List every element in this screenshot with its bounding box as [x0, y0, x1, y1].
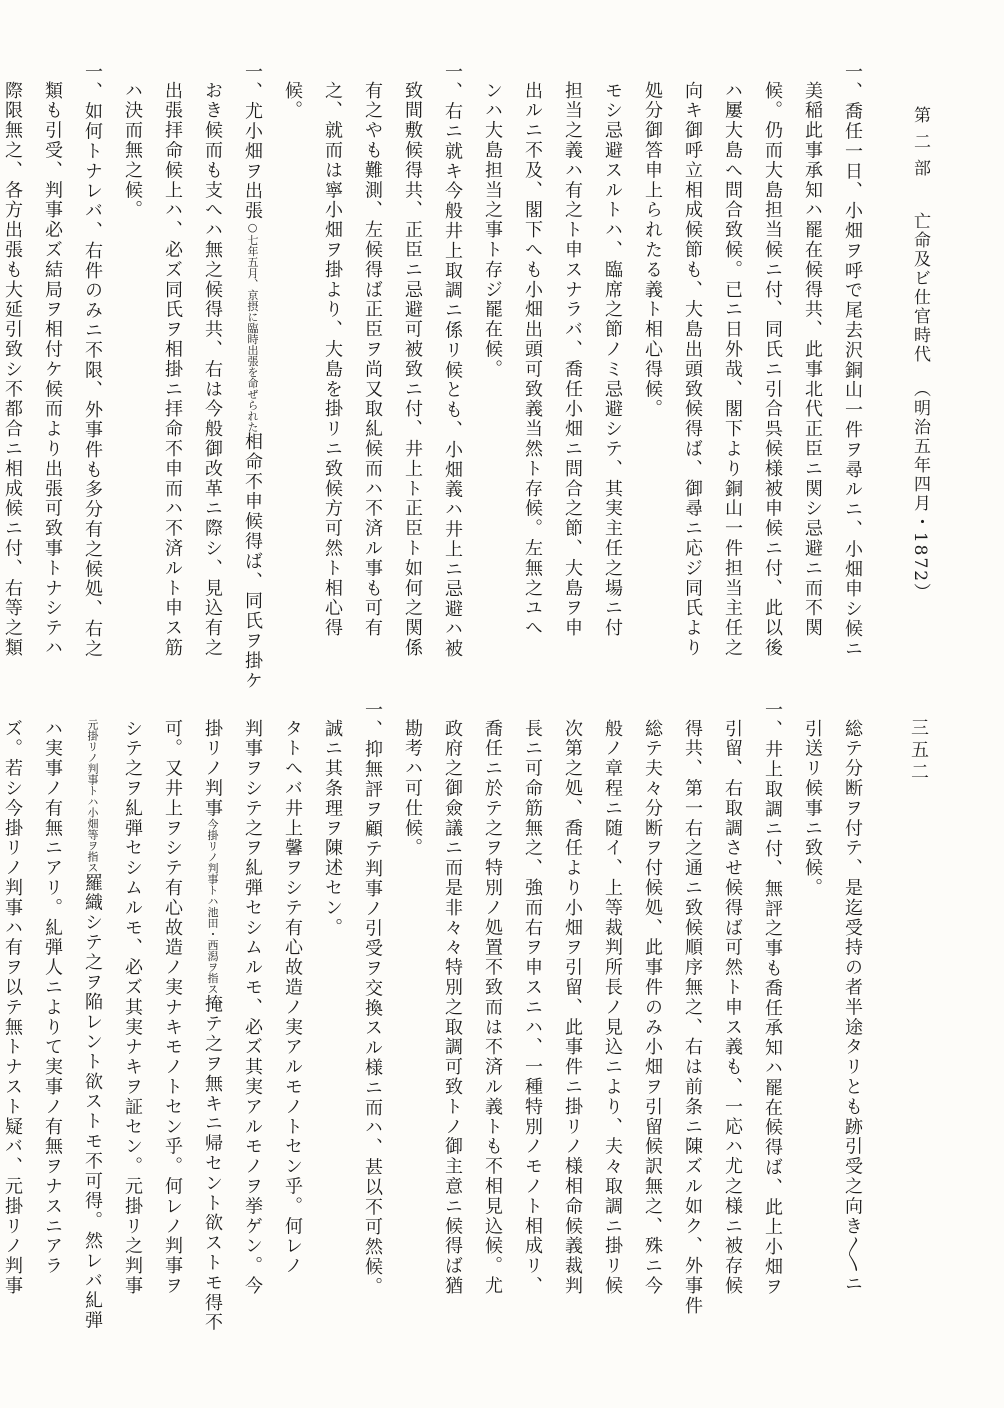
column-text: 次第之処、喬任より小畑ヲ引留、此事件ニ掛リノ様相命候義裁判 [562, 719, 583, 1297]
column-text: 一、尤小畑ヲ出張 [242, 62, 263, 222]
column-text: 判事ヲシテ之ヲ糺弾セシムルモ、必ズ其実アルモノヲ挙ゲン。今 [242, 719, 263, 1297]
upper-text-block [2, 62, 872, 691]
text-column [152, 62, 192, 659]
column-text: 有之やも難測、左候得ば正臣ヲ尚又取糺候而ハ不済ル事も可有 [362, 81, 383, 639]
text-column [752, 700, 792, 1360]
text-column [272, 62, 312, 654]
column-text: 出ルニ不及、閣下へも小畑出頭可致義当然ト存候。左無之ユへ [522, 81, 543, 639]
column-text: ズ。若シ今掛リノ判事ハ有ヲ以テ無トナスト疑バ、元掛リノ判事 [2, 719, 23, 1297]
column-text: 類も引受、判事必ズ結局ヲ相付ケ候而より出張可致事トナシテハ [42, 81, 63, 659]
column-text: ハ実事ノ有無ニアリ。糺弾人ニよりて実事ノ有無ヲナスニアラ [42, 719, 63, 1277]
column-text-continued: 羅織シテ之ヲ陥レント欲ストモ不可得。然レバ糺弾 [82, 873, 103, 1331]
header-part: 第 二 部 [910, 106, 930, 178]
header-title: 亡命及ビ仕官時代 [910, 211, 930, 364]
column-text: 喬任ニ於テ之ヲ特別ノ処置不致而は不済ル義トも不相見込候。尤 [482, 719, 503, 1297]
column-text: 致間敷候得共、正臣ニ忌避可被致ニ付、井上ト正臣ト如何之関係 [402, 81, 423, 659]
text-column [32, 62, 72, 659]
column-text: 際限無之、各方出張も大延引致シ不都合ニ相成候ニ付、右等之類 [2, 81, 23, 659]
inline-annotation: 今掛リノ判事トハ池田・西潟ヲ指ス [206, 818, 219, 995]
text-column [432, 62, 472, 659]
text-column [472, 700, 512, 1360]
text-column [152, 700, 192, 1360]
text-column [72, 700, 112, 1360]
column-text: 出張拝命候上ハ、必ズ同氏ヲ相掛ニ拝命不申而ハ不済ルト申ス筋 [162, 81, 183, 659]
text-column [632, 62, 672, 654]
column-text: おき候而も支へハ無之候得共、右は今般御改革ニ際シ、見込有之 [202, 81, 223, 659]
column-text: 総テ夫々分断ヲ付候処、此事件のみ小畑ヲ引留候訳無之、殊ニ今 [642, 719, 663, 1297]
text-column [632, 700, 672, 1360]
text-column [232, 62, 272, 691]
text-column [112, 700, 152, 1360]
text-column [832, 700, 872, 1360]
text-column [352, 700, 392, 1360]
text-column [792, 62, 832, 654]
text-column [552, 700, 592, 1360]
column-text: 得共、第一右之通ニ致候順序無之、右は前条ニ陳ズル如ク、外事件 [682, 719, 703, 1316]
text-column [512, 62, 552, 654]
text-column [672, 700, 712, 1360]
text-column [232, 700, 272, 1360]
text-column [112, 62, 152, 654]
column-text: ンハ大島担当之事ト存ジ罷在候。 [482, 81, 503, 380]
text-column [832, 62, 872, 659]
text-column [752, 62, 792, 659]
column-text: 可。又井上ヲシテ有心故造ノ実ナキモノトセン乎。何レノ判事ヲ [162, 719, 183, 1297]
column-text-continued: 相命不申候得ば、同氏ヲ掛ケ [242, 432, 263, 691]
text-column [0, 62, 32, 659]
column-text: 向キ御呼立相成候節も、大島出頭致候得ば、御尋ニ応ジ同氏より [682, 81, 703, 659]
column-text: 勘考ハ可仕候。 [402, 719, 423, 859]
text-column [192, 700, 232, 1360]
text-column [312, 700, 352, 1360]
inline-annotation: 元掛リノ判事トハ小畑等ヲ指ス [86, 719, 99, 873]
column-text: ハ決而無之候。 [122, 81, 143, 221]
text-column [352, 62, 392, 654]
column-text: 候。 [282, 81, 303, 121]
column-text: 候。仍而大島担当候ニ付、同氏ニ引合呉候様被申候ニ付、此以後 [762, 81, 783, 659]
lower-text-block [2, 700, 872, 1360]
text-column [192, 62, 232, 659]
text-column [72, 62, 112, 659]
text-column [392, 62, 432, 659]
column-text: 一、如何トナレバ、右件のみニ不限、外事件も多分有之候処、右之 [82, 62, 103, 659]
header-period: （明治五年四月・1872） [910, 379, 930, 603]
inline-annotation: ○七年五月、京摂に臨時出張を命ぜられた [246, 221, 259, 433]
column-text: モシ忌避スルトハ、臨席之節ノミ忌避シテ、其実主任之場ニ付 [602, 81, 623, 639]
text-column [32, 700, 72, 1360]
column-text: 誠ニ其条理ヲ陳述セン。 [322, 719, 343, 938]
text-column [792, 700, 832, 1360]
running-header [902, 106, 938, 602]
text-column [712, 700, 752, 1360]
column-text: 之、就而は寧小畑ヲ掛より、大島を掛リニ致候方可然ト相心得 [322, 81, 343, 639]
text-column [592, 700, 632, 1360]
text-column [432, 700, 472, 1360]
column-text-continued: 掩テ之ヲ無キニ帰セント欲ストモ得不 [202, 994, 223, 1333]
text-column [552, 62, 592, 654]
column-text: 般ノ章程ニ随イ、上等裁判所長ノ見込ニより、夫々取調ニ掛リ候 [602, 719, 623, 1297]
text-column [472, 62, 512, 654]
column-text: 引留、右取調させ候得ば可然ト申ス義も、一応ハ尤之様ニ被存候 [722, 719, 743, 1297]
text-column [392, 700, 432, 1360]
column-text: 一、右ニ就キ今般井上取調ニ係リ候とも、小畑義ハ井上ニ忌避ハ被 [442, 62, 463, 659]
column-text: 掛リノ判事 [202, 719, 223, 819]
text-column [312, 62, 352, 654]
column-text: 処分御答申上られたる義ト相心得候。 [642, 81, 663, 420]
column-text: 引送リ候事ニ致候。 [802, 719, 823, 899]
column-text: シテ之ヲ糺弾セシムルモ、必ズ其実ナキヲ証セン。元掛リ之判事 [122, 719, 143, 1297]
text-column [712, 62, 752, 659]
text-column [0, 700, 32, 1360]
text-column [512, 700, 552, 1360]
column-text: 一、喬任一日、小畑ヲ呼で尾去沢銅山一件ヲ尋ルニ、小畑申シ候ニ [842, 62, 863, 659]
text-column [592, 62, 632, 654]
column-text: 一、井上取調ニ付、無評之事も喬任承知ハ罷在候得ば、此上小畑ヲ [762, 700, 783, 1297]
text-column [672, 62, 712, 659]
column-text: 担当之義ハ有之ト申スナラバ、喬任小畑ニ問合之節、大島ヲ申 [562, 81, 583, 639]
page-number: 三五二 [908, 718, 929, 784]
column-text: タトへバ井上馨ヲシテ有心故造ノ実アルモノトセン乎。何レノ [282, 719, 303, 1277]
column-text: ハ屢大島へ問合致候。已ニ日外哉、閣下より銅山一件担当主任之 [722, 81, 743, 659]
column-text: 長ニ可命筋無之、強而右ヲ申スニハ、一種特別ノモノト相成リ、 [522, 719, 543, 1297]
column-text: 一、抑無評ヲ顧テ判事ノ引受ヲ交換スル様ニ而ハ、甚以不可然候。 [362, 700, 383, 1297]
text-column [272, 700, 312, 1360]
column-text: 美稲此事承知ハ罷在候得共、此事北代正臣ニ関シ忌避ニ而不関 [802, 81, 823, 639]
column-text: 政府之御僉議ニ而是非々々特別之取調可致トノ御主意ニ候得ば猶 [442, 719, 463, 1297]
column-text: 総テ分断ヲ付テ、是迄受持の者半途タリとも跡引受之向き〳〵ニ [842, 719, 863, 1295]
